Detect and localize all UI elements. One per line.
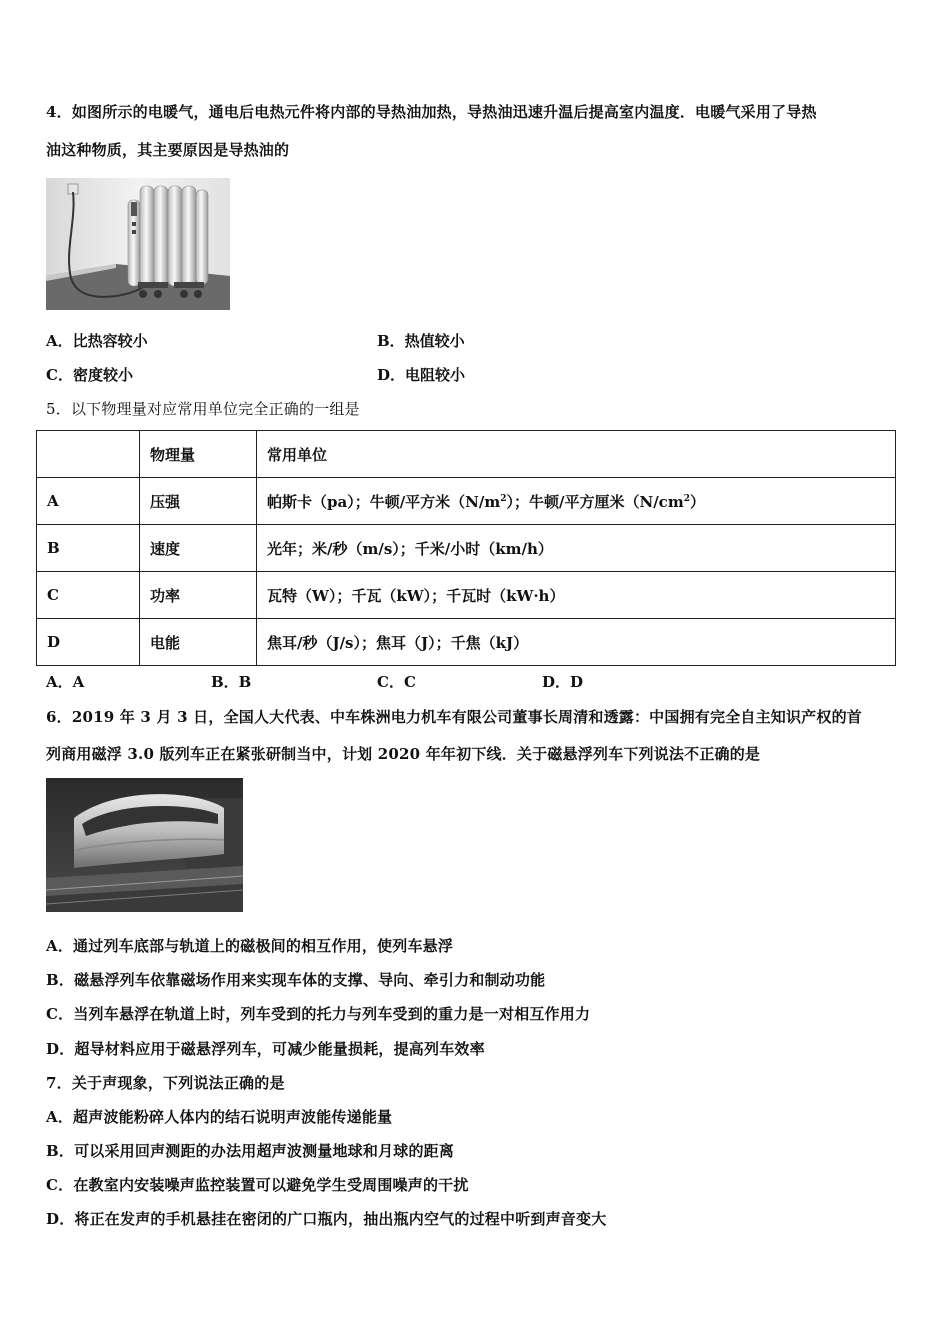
q5-option-d[interactable]: D．D <box>542 673 584 691</box>
units-part: 帕斯卡（pa）；牛顿/平方米（N/m <box>267 492 501 511</box>
q7-option-b[interactable]: B．可以采用回声测距的办法用超声波测量地球和月球的距离 <box>46 1142 455 1160</box>
q4-stem-line1: 4．如图所示的电暖气，通电后电热元件将内部的导热油加热，导热油迅速升温后提高室内温度．电暖气采用了导热 <box>46 103 817 121</box>
q7-option-a[interactable]: A．超声波能粉碎人体内的结石说明声波能传递能量 <box>46 1108 393 1126</box>
table-row <box>37 619 896 666</box>
table-header-cell: 常用单位 <box>257 431 896 478</box>
row-key: C <box>37 572 140 619</box>
q6-option-a[interactable]: A．通过列车底部与轨道上的磁极间的相互作用，使列车悬浮 <box>46 937 454 955</box>
q6-option-b[interactable]: B．磁悬浮列车依靠磁场作用来实现车体的支撑、导向、牵引力和制动功能 <box>46 971 546 989</box>
q4-stem-line2: 油这种物质，其主要原因是导热油的 <box>46 141 290 159</box>
q4-option-a[interactable]: A．比热容较小 <box>46 332 148 350</box>
q7-stem: 7．关于声现象，下列说法正确的是 <box>46 1074 285 1092</box>
oil-heater-illustration <box>46 178 230 310</box>
q5-option-c[interactable]: C．C <box>377 673 416 691</box>
q4-option-b[interactable]: B．热值较小 <box>377 332 465 350</box>
row-key: A <box>37 478 140 525</box>
oil-heater-image <box>46 178 230 310</box>
q6-option-c[interactable]: C．当列车悬浮在轨道上时，列车受到的托力与列车受到的重力是一对相互作用力 <box>46 1005 591 1023</box>
q5-option-a[interactable]: A．A <box>46 673 85 691</box>
row-quantity: 压强 <box>140 478 257 525</box>
units-part: ） <box>689 492 705 511</box>
units-table <box>36 430 896 666</box>
q6-stem-line2: 列商用磁浮 3.0 版列车正在紧张研制当中，计划 2020 年年初下线．关于磁悬浮列车下列说法不正确的是 <box>46 745 761 763</box>
q4-option-c[interactable]: C．密度较小 <box>46 366 133 384</box>
q5-option-b[interactable]: B．B <box>211 673 252 691</box>
row-units <box>257 478 896 525</box>
q7-option-d[interactable]: D．将正在发声的手机悬挂在密闭的广口瓶内，抽出瓶内空气的过程中听到声音变大 <box>46 1210 607 1228</box>
row-key: B <box>37 525 140 572</box>
table-row <box>37 572 896 619</box>
units-part: ）；牛顿/平方厘米（N/cm <box>506 492 684 511</box>
row-units: 光年；米/秒（m/s）；千米/小时（km/h） <box>257 525 896 572</box>
row-units: 焦耳/秒（J/s）；焦耳（J）；千焦（kJ） <box>257 619 896 666</box>
row-quantity: 速度 <box>140 525 257 572</box>
table-row <box>37 525 896 572</box>
superscript: 2 <box>500 493 507 504</box>
maglev-train-image <box>46 778 243 912</box>
table-header-row <box>37 431 896 478</box>
q5-stem: 5．以下物理量对应常用单位完全正确的一组是 <box>46 400 360 418</box>
table-header-cell: 物理量 <box>140 431 257 478</box>
row-key: D <box>37 619 140 666</box>
q6-stem-line1: 6．2019 年 3 月 3 日，全国人大代表、中车株洲电力机车有限公司董事长周清和透露：中国拥有完全自主知识产权的首 <box>46 708 862 726</box>
q4-option-d[interactable]: D．电阻较小 <box>377 366 466 384</box>
superscript: 2 <box>683 493 690 504</box>
row-units: 瓦特（W）；千瓦（kW）；千瓦时（kW·h） <box>257 572 896 619</box>
maglev-train-illustration <box>46 778 243 912</box>
row-quantity: 功率 <box>140 572 257 619</box>
q6-option-d[interactable]: D．超导材料应用于磁悬浮列车，可减少能量损耗，提高列车效率 <box>46 1040 485 1058</box>
table-header-cell <box>37 431 140 478</box>
table-row <box>37 478 896 525</box>
row-quantity: 电能 <box>140 619 257 666</box>
q7-option-c[interactable]: C．在教室内安装噪声监控装置可以避免学生受周围噪声的干扰 <box>46 1176 469 1194</box>
